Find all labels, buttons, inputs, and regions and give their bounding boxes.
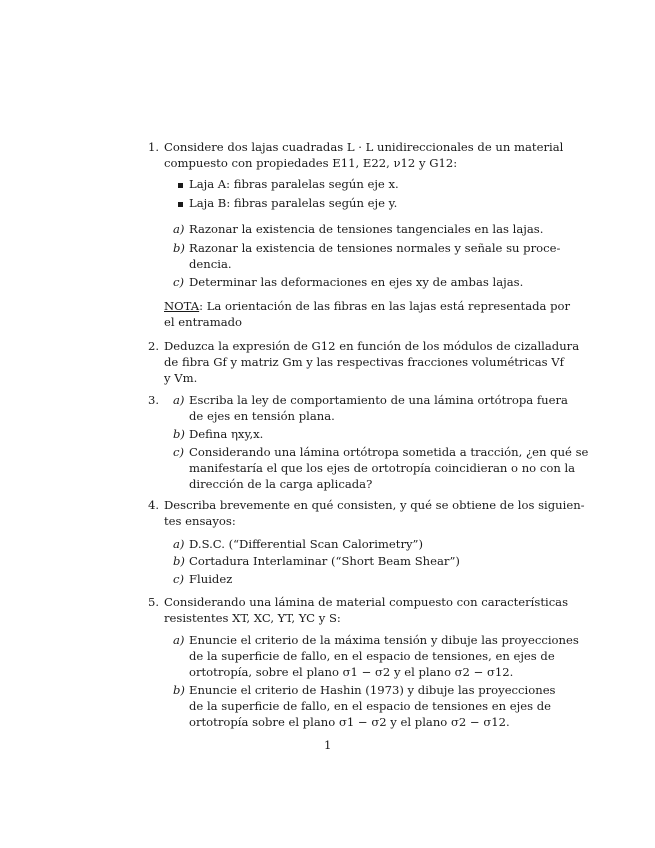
q5-b-label: b) xyxy=(173,683,185,697)
q3-a-label: a) xyxy=(173,393,185,407)
q3-c-text-line1: Considerando una lámina ortótropa sometida a tracción, ¿en qué se xyxy=(189,445,589,459)
bullet-icon xyxy=(178,202,183,207)
q1-text-line1: Considere dos lajas cuadradas L · L unidireccionales de un material xyxy=(164,140,564,154)
q2-text-line1: Deduzca la expresión de G12 en función de los módulos de cizalladura xyxy=(164,339,580,353)
q3-number: 3. xyxy=(148,393,160,407)
q1-bullet-2: Laja B: fibras paralelas según eje y. xyxy=(189,196,398,210)
q3-c-text-line3: dirección de la carga aplicada? xyxy=(189,477,373,491)
q5-a-text-line3: ortotropía, sobre el plano σ1 − σ2 y el plano σ2 − σ12. xyxy=(189,665,514,679)
q1-nota-line2: el entramado xyxy=(164,315,243,329)
q1-b-text-line1: Razonar la existencia de tensiones normales y señale su proce- xyxy=(189,241,561,255)
q4-c-text: Fluidez xyxy=(189,572,233,586)
q1-number: 1. xyxy=(148,140,160,154)
q2-text-line2: de fibra Gf y matriz Gm y las respectivas fracciones volumétricas Vf xyxy=(164,355,564,369)
bullet-icon xyxy=(178,183,183,188)
q5-a-text-line1: Enuncie el criterio de la máxima tensión y dibuje las proyecciones xyxy=(189,633,579,647)
q5-b-text-line1: Enuncie el criterio de Hashin (1973) y dibuje las proyecciones xyxy=(189,683,556,697)
q4-number: 4. xyxy=(148,498,160,512)
q5-a-text-line2: de la superficie de fallo, en el espacio de tensiones, en ejes de xyxy=(189,649,555,663)
q4-a-text: D.S.C. (“Differential Scan Calorimetry”) xyxy=(189,537,423,551)
q2-number: 2. xyxy=(148,339,160,353)
nota-text-line1: : La orientación de las fibras en las lajas está representada por xyxy=(199,299,571,313)
q1-nota xyxy=(164,298,570,315)
q3-c-label: c) xyxy=(173,445,185,459)
q5-text-line2: resistentes XT, XC, YT, YC y S: xyxy=(164,611,341,625)
q4-text-line2: tes ensayos: xyxy=(164,514,236,528)
q3-a-text-line2: de ejes en tensión plana. xyxy=(189,409,335,423)
q3-b-text: Defina ηxy,x. xyxy=(189,427,264,441)
q5-a-label: a) xyxy=(173,633,185,647)
q4-c-label: c) xyxy=(173,572,185,586)
q1-b-label: b) xyxy=(173,241,185,255)
q5-b-text-line3: ortotropía sobre el plano σ1 − σ2 y el plano σ2 − σ12. xyxy=(189,715,510,729)
q5-number: 5. xyxy=(148,595,160,609)
q4-text-line1: Describa brevemente en qué consisten, y qué se obtiene de los siguien- xyxy=(164,498,585,512)
page-number: 1 xyxy=(324,738,332,752)
nota-label: NOTA xyxy=(164,299,200,313)
q3-c-text-line2: manifestaría el que los ejes de ortotropía coincidieran o no con la xyxy=(189,461,576,475)
q4-b-text: Cortadura Interlaminar (“Short Beam Shear”) xyxy=(189,554,460,568)
q1-c-text: Determinar las deformaciones en ejes xy de ambas lajas. xyxy=(189,275,524,289)
q1-c-label: c) xyxy=(173,275,185,289)
q1-bullet-1: Laja A: fibras paralelas según eje x. xyxy=(189,177,399,191)
q3-b-label: b) xyxy=(173,427,185,441)
q1-text-line2: compuesto con propiedades E11, E22, ν12 y G12: xyxy=(164,156,458,170)
q4-a-label: a) xyxy=(173,537,185,551)
q2-text-line3: y Vm. xyxy=(164,371,198,385)
q1-b-text-line2: dencia. xyxy=(189,257,232,271)
q1-a-label: a) xyxy=(173,222,185,236)
q5-text-line1: Considerando una lámina de material compuesto con características xyxy=(164,595,569,609)
q3-a-text-line1: Escriba la ley de comportamiento de una lámina ortótropa fuera xyxy=(189,393,568,407)
q4-b-label: b) xyxy=(173,554,185,568)
q5-b-text-line2: de la superficie de fallo, en el espacio de tensiones en ejes de xyxy=(189,699,552,713)
q1-a-text: Razonar la existencia de tensiones tangenciales en las lajas. xyxy=(189,222,544,236)
